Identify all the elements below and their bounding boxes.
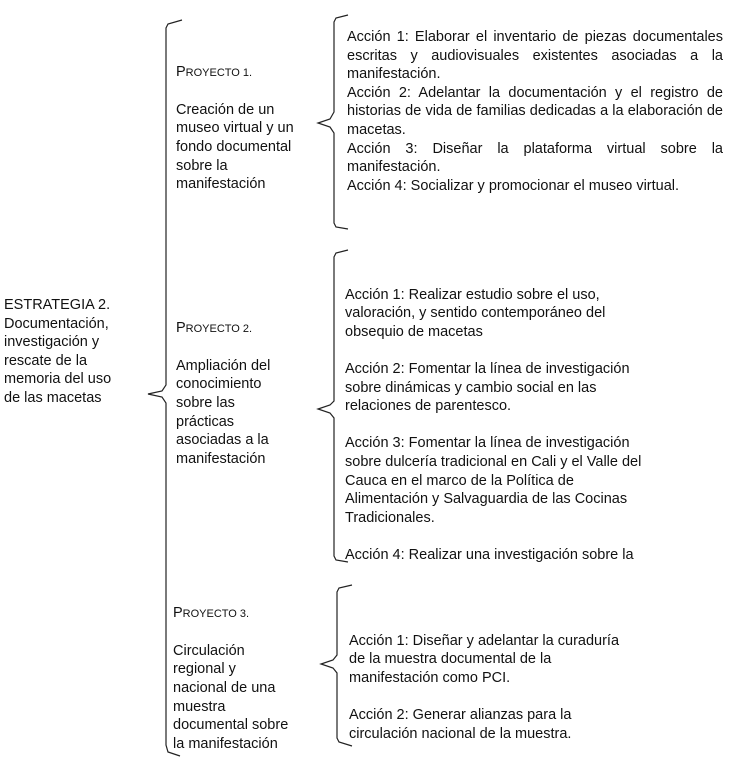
strategy-label: ESTRATEGIA 2. Documentación, investigación y rescate de la memoria del uso de las macetas [4,297,112,406]
project-2-action-2: Acción 2: Fomentar la línea de investigación sobre dinámicas y cambio social en las relaciones de parentesco. [345,360,630,415]
project-3-action-2: Acción 2: Generar alianzas para la circulación nacional de la muestra. [349,706,572,742]
project-3-brace [321,585,352,746]
project-2-block [176,300,326,468]
project-2-action-4: Acción 4: Realizar una investigación sobre la [345,546,634,562]
project-2-action-1: Acción 1: Realizar estudio sobre el uso, valoración, y sentido contemporáneo del obsequio de macetas [345,286,606,340]
project-1-title: Creación de un museo virtual y un fondo documental sobre la manifestación [176,101,294,193]
project-1-action-1: Acción 1: Elaborar el inventario de piezas documentales escritas y audiovisuales existentes asociadas a la manifestación. [347,29,723,83]
project-3-block [173,585,323,753]
project-3-heading: PROYECTO 3. [173,604,250,621]
project-1-action-4: Acción 4: Socializar y promocionar el museo virtual. [347,177,680,194]
project-1-action-3: Acción 3: Diseñar la plataforma virtual sobre la manifestación. [347,140,723,176]
project-2-title: Ampliación del conocimiento sobre las prácticas asociadas a la manifestación [176,357,271,467]
project-2-action-3: Acción 3: Fomentar la línea de investigación sobre dulcería tradicional en Cali y el Valle del Cauca en el marco de la Política de Alimentación y Salvaguardia de las Cocinas Tradicionales. [345,435,642,526]
project-2-actions [345,267,725,562]
project-3-actions [349,613,719,762]
project-1-action-2: Acción 2: Adelantar la documentación y el registro de historias de vida de familias dedicadas a la elaboración de macetas. [347,84,723,138]
project-3-action-1: Acción 1: Diseñar y adelantar la curaduría de la muestra documental de la manifestación como PCI. [349,632,620,686]
project-3-title: Circulación regional y nacional de una muestra documental sobre la manifestación [173,642,289,752]
project-1-heading: PROYECTO 1. [176,63,253,80]
project-1-actions [347,28,723,195]
project-1-block [176,44,326,194]
project-2-heading: PROYECTO 2. [176,319,253,336]
